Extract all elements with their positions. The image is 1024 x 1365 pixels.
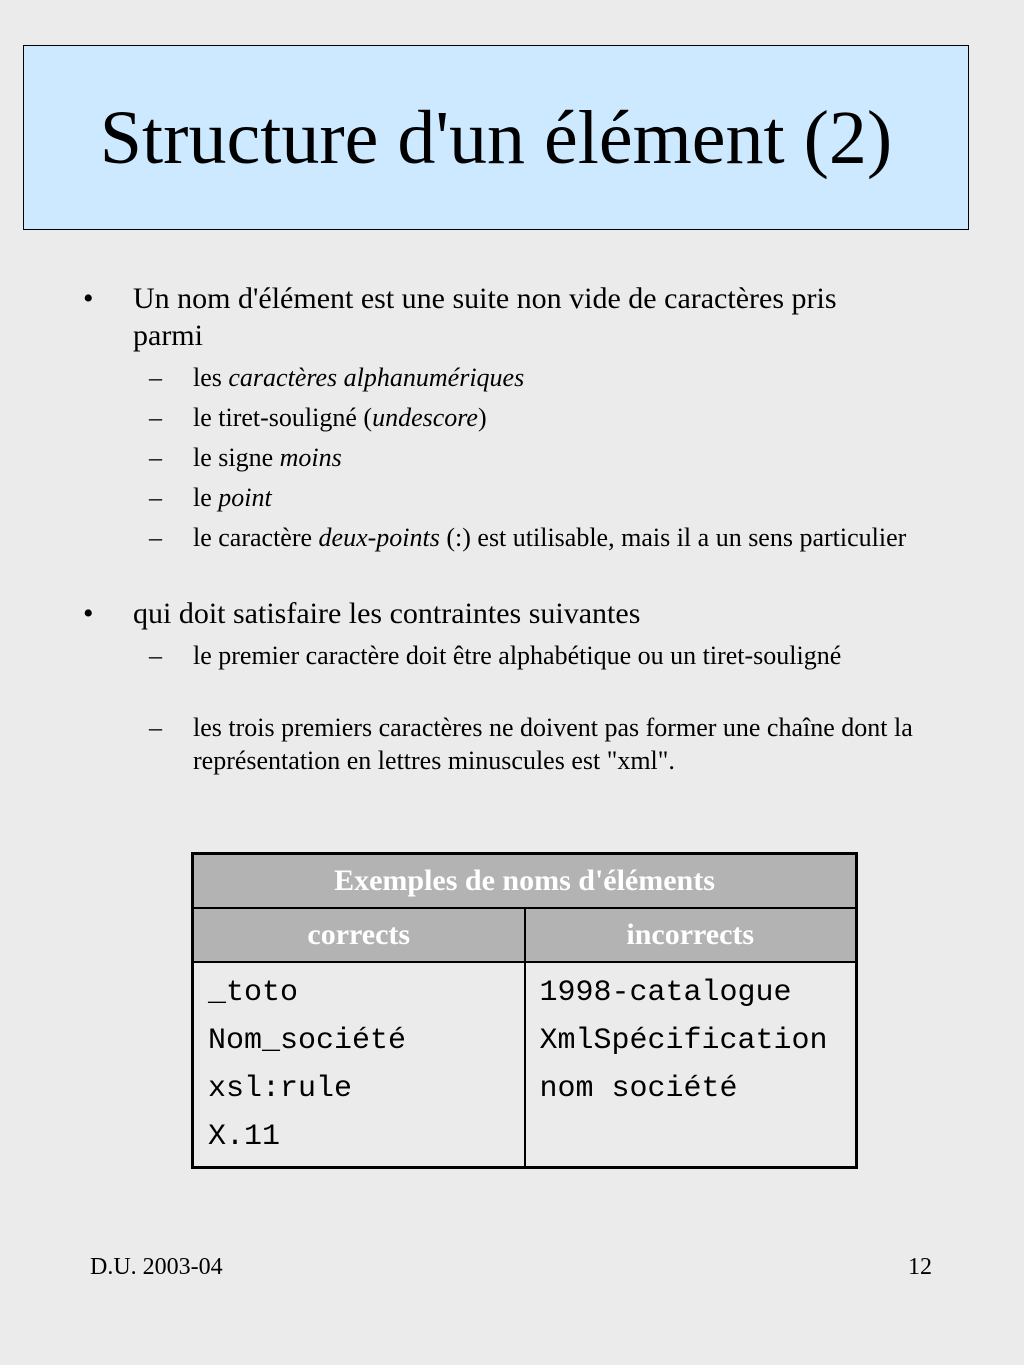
dash-symbol: –	[149, 483, 162, 512]
sub-bullet-emphasis: deux-points	[318, 523, 440, 552]
correct-examples-cell	[193, 962, 525, 1168]
bullet-symbol: •	[83, 282, 94, 315]
footer-course: D.U. 2003-04	[90, 1254, 223, 1280]
correct-example: xsl:rule	[208, 1072, 353, 1106]
sub-bullet-1-1	[149, 361, 913, 394]
dash-symbol: –	[149, 403, 162, 432]
sub-bullet-emphasis: caractères alphanumériques	[228, 363, 525, 392]
sub-bullet-1-4	[149, 481, 913, 514]
dash-symbol: –	[149, 443, 162, 472]
dash-symbol: –	[149, 713, 162, 742]
sub-bullet-text: les	[193, 363, 229, 392]
footer-page-number: 12	[908, 1254, 932, 1280]
sub-bullet-emphasis: point	[218, 483, 272, 512]
column-header-incorrect: incorrects	[525, 908, 857, 962]
sub-bullet-emphasis: undescore	[372, 403, 478, 432]
sub-bullet-text: le tiret-souligné (	[193, 403, 373, 432]
incorrect-example: nom société	[539, 1072, 738, 1106]
examples-table	[191, 852, 858, 1169]
dash-symbol: –	[149, 363, 162, 392]
incorrect-example: 1998-catalogue	[539, 976, 792, 1010]
sub-bullet-2-1	[149, 639, 913, 672]
table-caption: Exemples de noms d'éléments	[193, 854, 857, 909]
bullet-1	[83, 280, 903, 354]
slide-title: Structure d'un élément (2)	[99, 95, 893, 180]
sub-bullet-text: les trois premiers caractères ne doivent pas former une chaîne dont la représentation en lettres minuscules est "xml".	[193, 713, 913, 775]
correct-example: _toto	[208, 976, 299, 1010]
sub-bullet-1-5	[149, 521, 913, 554]
title-box	[23, 45, 969, 230]
sub-bullet-text: le	[193, 483, 219, 512]
sub-bullet-text: le signe	[193, 443, 280, 472]
sub-bullet-emphasis: moins	[279, 443, 342, 472]
incorrect-examples-cell	[525, 962, 857, 1168]
bullet-2-text: qui doit satisfaire les contraintes suivantes	[133, 597, 641, 630]
sub-bullet-text-end: )	[477, 403, 487, 432]
correct-example: Nom_société	[208, 1024, 407, 1058]
dash-symbol: –	[149, 641, 162, 670]
bullet-1-text: Un nom d'élément est une suite non vide de caractères pris parmi	[133, 282, 837, 352]
sub-bullet-1-2	[149, 401, 913, 434]
bullet-symbol: •	[83, 597, 94, 630]
dash-symbol: –	[149, 523, 162, 552]
sub-bullet-text: le premier caractère doit être alphabétique ou un tiret-souligné	[193, 641, 842, 670]
correct-example: X.11	[208, 1120, 281, 1154]
column-header-correct: corrects	[193, 908, 525, 962]
sub-bullet-2-2	[149, 711, 913, 777]
incorrect-example: XmlSpécification	[539, 1024, 828, 1058]
bullet-2	[83, 595, 903, 632]
sub-bullet-text-end: (:) est utilisable, mais il a un sens particulier	[439, 523, 907, 552]
sub-bullet-text: le caractère	[193, 523, 319, 552]
sub-bullet-1-3	[149, 441, 913, 474]
